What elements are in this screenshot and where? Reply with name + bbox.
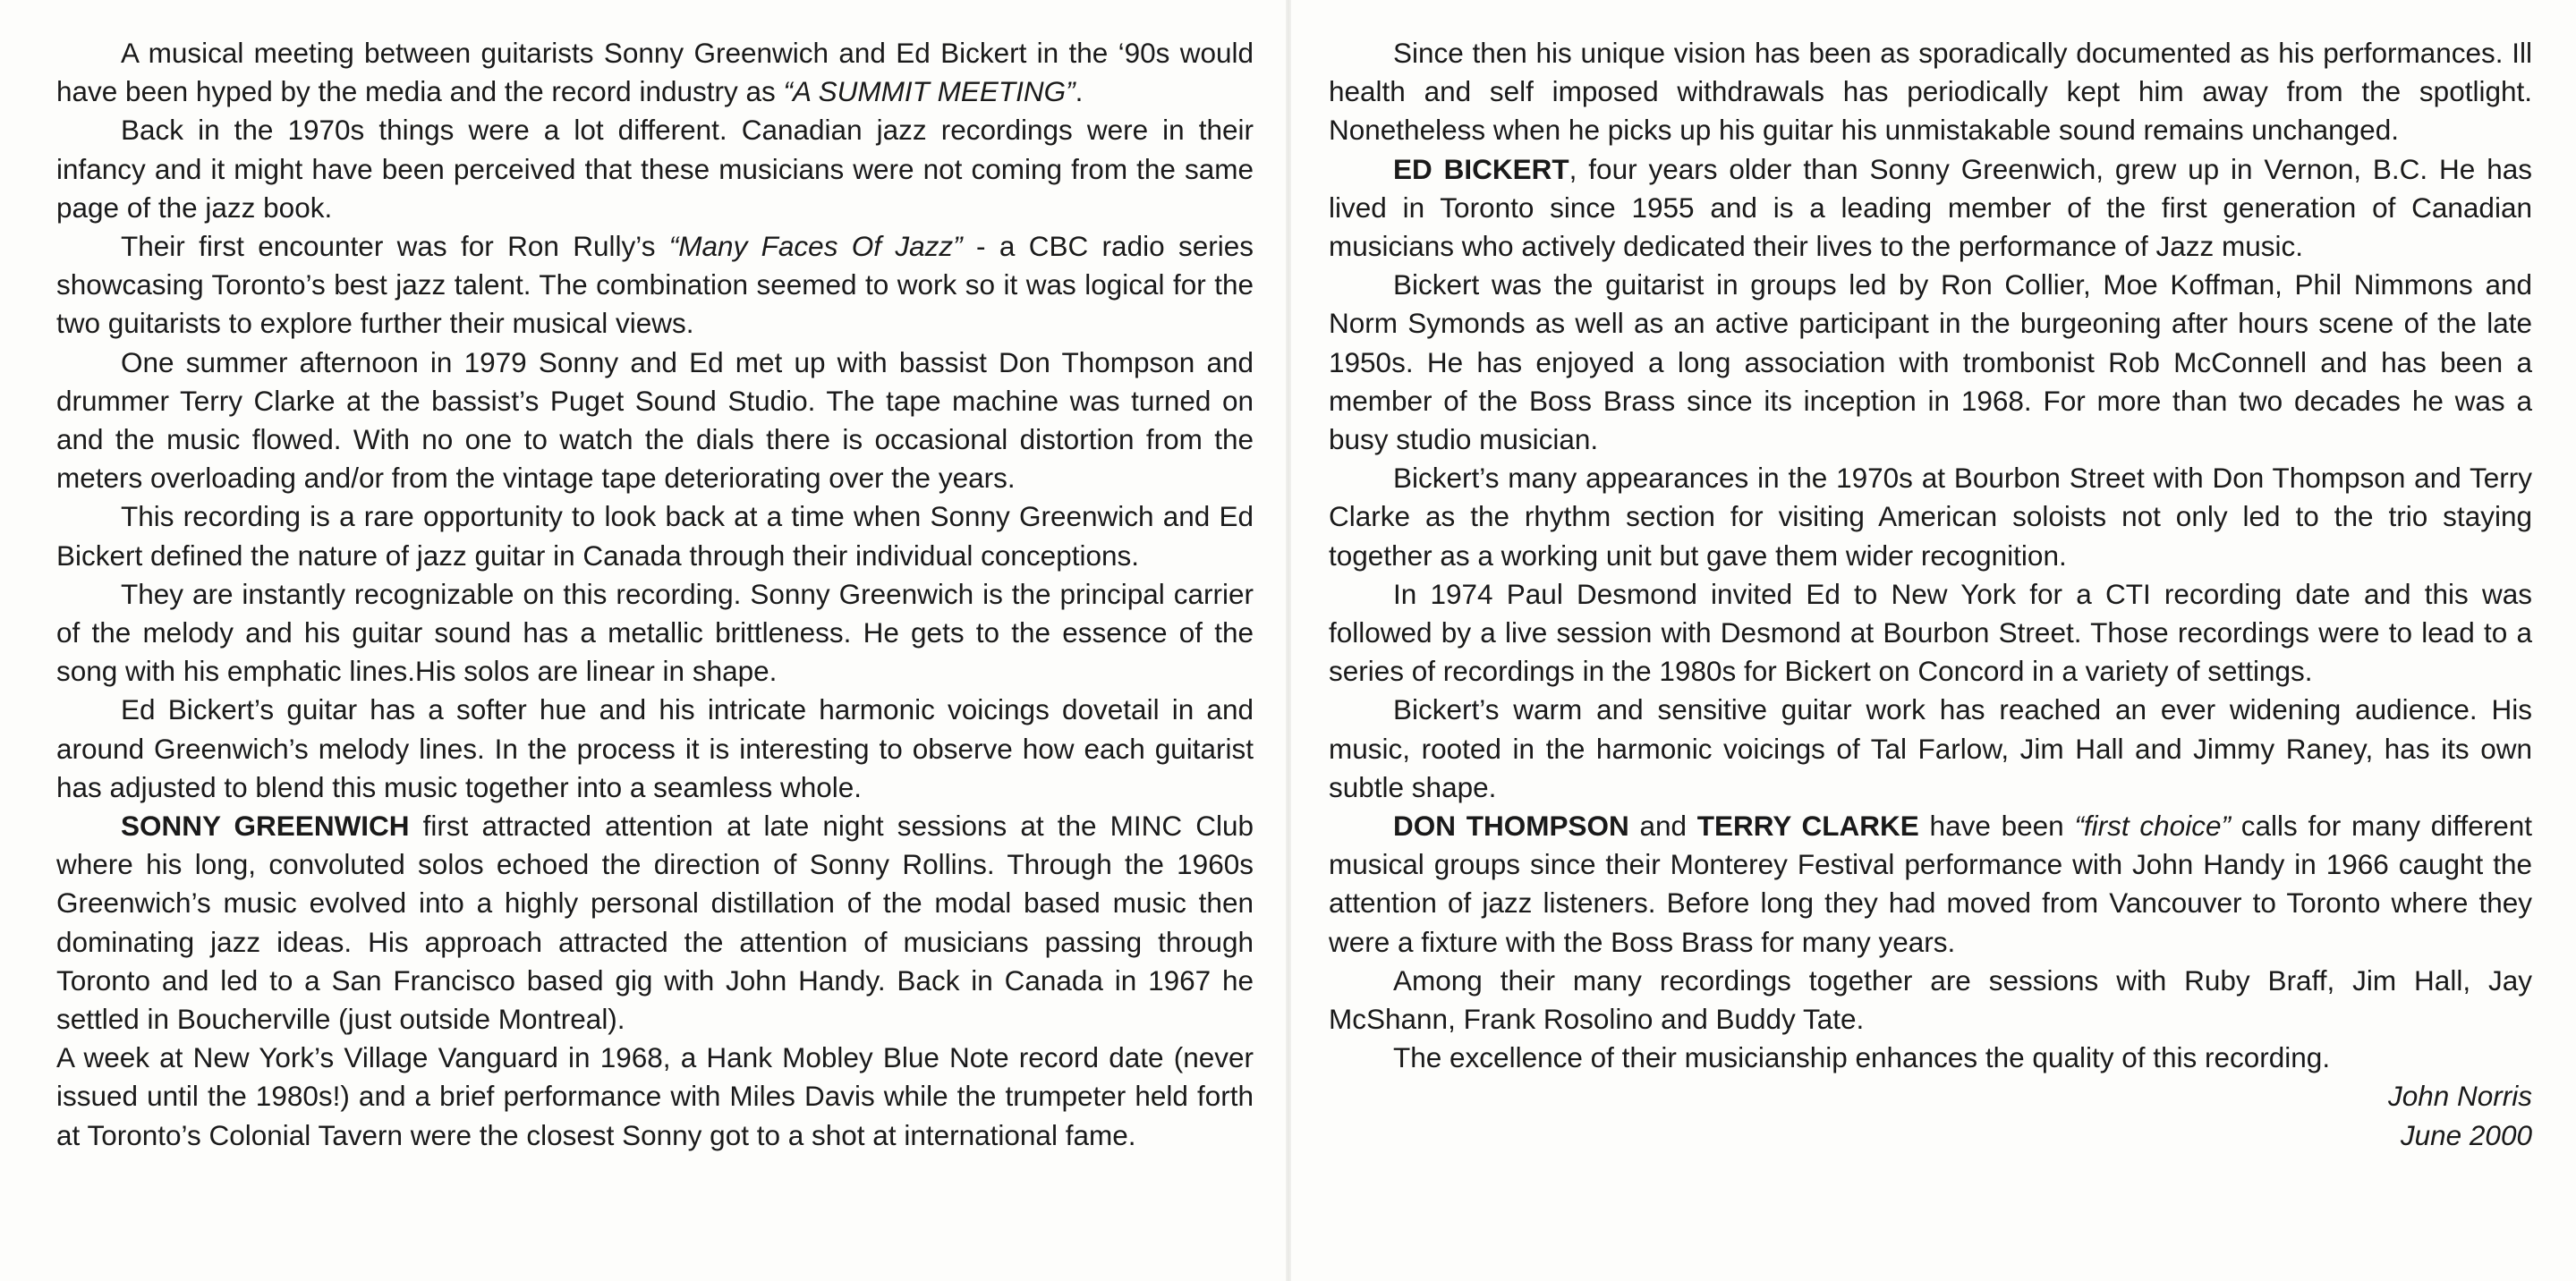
emphasis-text: “A SUMMIT MEETING” — [783, 75, 1075, 108]
paragraph-text: - a CBC radio series showcasing Toronto’s best jazz talent. The combination seemed to work so it was logical for the two guitarists to explore further their musical views. — [56, 230, 1254, 340]
paragraph-1979-session: One summer afternoon in 1979 Sonny and Ed met up with bassist Don Thompson and drummer Terry Clarke at the bassist’s Puget Sound Studio. The tape machine was turned on and the music flowed. With no one to watch the dials there is occasional distortion from the meters overloading and/or from the vintage tape deteriorating over the years. — [56, 345, 1254, 495]
paragraph-ed-bickert — [1329, 150, 2532, 267]
paragraph-text: A musical meeting between guitarists Sonny Greenwich and Ed Bickert in the ‘90s would have been hyped by the media and the record industry as — [56, 37, 1254, 108]
paragraph-bickert-guitar: Ed Bickert’s guitar has a softer hue and his intricate harmonic voicings dovetail in and around Greenwich’s melody lines. In the process it is interesting to observe how each guitarist has adjusted to blend this music together into a seamless whole. — [56, 693, 1254, 803]
paragraph-excellence: The excellence of their musicianship enhances the quality of this recording. — [1393, 1041, 2331, 1074]
right-column — [1329, 34, 2532, 1155]
paragraph-unique-vision: Since then his unique vision has been as sporadically documented as his performances. Ill health and self imposed withdrawals has periodically kept him away from the spotlight. Nonetheless when he picks up his guitar his unmistakable sound remains unchanged. — [1329, 37, 2532, 147]
paragraph-thompson-clarke — [1329, 807, 2532, 962]
emphasis-text: “first choice” — [2074, 810, 2231, 843]
paragraph-recognizable: They are instantly recognizable on this recording. Sonny Greenwich is the principal carrier of the melody and his guitar sound has a metallic brittleness. He gets to the essence of the song with his emphatic lines.His solos are linear in shape. — [56, 577, 1254, 688]
paragraph-warm-sensitive: Bickert’s warm and sensitive guitar work has reached an ever widening audience. His music, rooted in the harmonic voicings of Tal Farlow, Jim Hall and Jimmy Raney, has its own subtle shape. — [1329, 693, 2532, 803]
paragraph-text: and — [1628, 810, 1697, 843]
emphasis-text: “Many Faces Of Jazz” — [668, 230, 963, 263]
signature-date: June 2000 — [2400, 1118, 2532, 1151]
paragraph-text: first attracted attention at late night sessions at the MINC Club where his long, convoluted solos echoed the direction of Sonny Rollins. Through the 1960s Greenwich’s music evolved into a highly personal distillation of the modal based music then dominating jazz ideas. His approach attracted the attention of musicians passing through Toronto and led to a San Francisco based gig with John Handy. Back in Canada in 1967 he settled in Boucherville (just outside Montreal). — [56, 810, 1254, 1036]
paragraph-bourbon-street: Bickert’s many appearances in the 1970s at Bourbon Street with Don Thompson and Terry Clarke as the rhythm section for visiting American soloists not only led to the trio staying together as a working unit but gave them wider recognition. — [1329, 462, 2532, 572]
paragraph-text: Their first encounter was for Ron Rully’s — [121, 230, 669, 263]
paragraph-rare-opportunity: This recording is a rare opportunity to look back at a time when Sonny Greenwich and Ed Bickert defined the nature of jazz guitar in Canada through their individual conceptions. — [56, 500, 1254, 572]
bold-name: TERRY CLARKE — [1696, 810, 1919, 843]
paragraph-village-vanguard: A week at New York’s Village Vanguard in 1968, a Hank Mobley Blue Note record date (never issued until the 1980s!) and a brief performance with Miles Davis while the trumpeter held forth at Toronto’s Colonial Tavern were the closest Sonny got to a shot at international fame. — [56, 1041, 1254, 1151]
bold-name: DON THOMPSON — [1393, 810, 1629, 843]
paragraph-bickert-groups: Bickert was the guitarist in groups led by Ron Collier, Moe Koffman, Phil Nimmons and Norm Symonds as well as an active participant in the burgeoning after hours scene of the late 1950s. He has enjoyed a long association with trombonist Rob McConnell and has been a member of the Boss Brass since its inception in 1968. For more than two decades he was a busy studio musician. — [1329, 268, 2532, 456]
paragraph-text: have been — [1918, 810, 2075, 843]
bold-name: SONNY GREENWICH — [121, 810, 410, 843]
paragraph-text: calls for many different musical groups since their Monterey Festival performance with John Handy in 1966 caught the attention of jazz listeners. Before long they had moved from Vancouver to Toronto where they were a fixture with the Boss Brass for many years. — [1329, 810, 2532, 958]
left-column — [56, 34, 1254, 1155]
paragraph-sonny-greenwich — [56, 807, 1254, 1039]
paragraph-summit-meeting — [56, 34, 1254, 111]
paragraph-first-encounter — [56, 227, 1254, 344]
paragraph-text: . — [1075, 75, 1084, 108]
bold-name: ED BICKERT — [1393, 152, 1569, 185]
signature-name: John Norris — [2387, 1080, 2532, 1113]
page-fold-divider — [1286, 0, 1291, 1281]
paragraph-recordings-together: Among their many recordings together are sessions with Ruby Braff, Jim Hall, Jay McShann, Frank Rosolino and Buddy Tate. — [1329, 963, 2532, 1036]
paragraph-1970s: Back in the 1970s things were a lot different. Canadian jazz recordings were in their infancy and it might have been perceived that these musicians were not coming from the same page of the jazz book. — [56, 114, 1254, 224]
paragraph-paul-desmond: In 1974 Paul Desmond invited Ed to New York for a CTI recording date and this was followed by a live session with Desmond at Bourbon Street. Those recordings were to lead to a series of recordings in the 1980s for Bickert on Concord in a variety of settings. — [1329, 577, 2532, 688]
paragraph-text: , four years older than Sonny Greenwich, grew up in Vernon, B.C. He has lived in Toronto since 1955 and is a leading member of the first generation of Canadian musicians who actively dedicated their lives to the performance of Jazz music. — [1329, 152, 2532, 263]
